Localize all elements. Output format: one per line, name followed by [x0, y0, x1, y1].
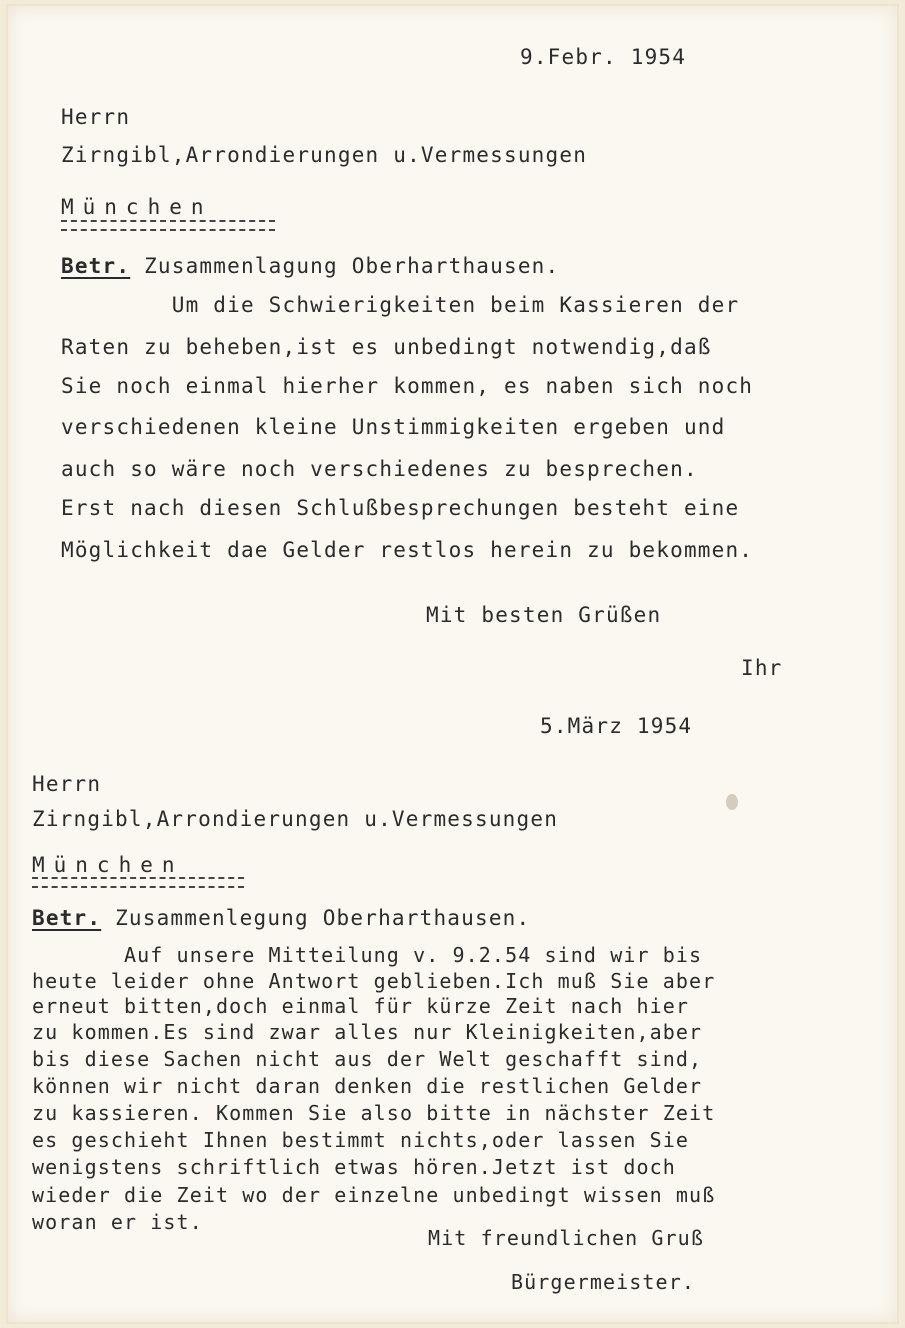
letter2-recipient: Zirngibl,Arrondierungen u.Vermessungen: [32, 807, 559, 831]
letter1-recipient: Zirngibl,Arrondierungen u.Vermessungen: [61, 143, 588, 167]
letter1-subject: [61, 253, 559, 279]
letter2-salutation: Herrn: [32, 772, 102, 796]
letter2-city-double-underline: [32, 877, 244, 888]
letter2-body-line: es geschieht Ihnen bestimmt nichts,oder lassen Sie: [32, 1128, 690, 1152]
letter1-body-line: verschiedenen kleine Unstimmigkeiten ergeben und: [61, 415, 726, 439]
letter2-body-line: zu kommen.Es sind zwar alles nur Kleinigkeiten,aber: [32, 1020, 703, 1044]
letter1-date: 9.Febr. 1954: [520, 45, 687, 69]
letter1-body-line: Möglichkeit dae Gelder restlos herein zu bekommen.: [61, 538, 754, 562]
letter1-subject-text: Zusammenlagung Oberharthausen.: [144, 254, 560, 278]
letter1-signoff: Ihr: [741, 656, 783, 680]
letter2-body-line: bis diese Sachen nicht aus der Welt geschafft sind,: [32, 1047, 703, 1071]
letter2-date: 5.März 1954: [540, 714, 693, 738]
letter2-body-line: wieder die Zeit wo der einzelne unbedingt wissen muß: [32, 1183, 716, 1207]
letter2-body-line: können wir nicht daran denken die restlichen Gelder: [32, 1074, 703, 1098]
letter1-city: München: [61, 195, 213, 219]
letter1-body-line: Erst nach diesen Schlußbesprechungen besteht eine: [61, 496, 740, 520]
letter1-body-line: Sie noch einmal hierher kommen, es naben sich noch: [61, 374, 754, 398]
ink-stain: [726, 794, 738, 810]
letter2-body-line: woran er ist.: [32, 1210, 203, 1234]
letter2-closing: Mit freundlichen Gruß: [428, 1226, 704, 1250]
letter2-subject: [32, 905, 530, 931]
letter2-signoff: Bürgermeister.: [511, 1270, 695, 1294]
letter2-subject-label: Betr.: [32, 906, 102, 930]
letter2-body-line: wenigstens schriftlich etwas hören.Jetzt ist doch: [32, 1155, 676, 1179]
letter1-closing: Mit besten Grüßen: [426, 603, 662, 627]
letter2-body-line: Auf unsere Mitteilung v. 9.2.54 sind wir bis: [32, 943, 703, 967]
letter2-city: München: [32, 853, 184, 877]
letter1-body-line: Raten zu beheben,ist es unbedingt notwendig,daß: [61, 335, 712, 359]
letter-page: [6, 4, 899, 1324]
letter2-body-line: zu kassieren. Kommen Sie also bitte in nächster Zeit: [32, 1101, 716, 1125]
letter2-body-line: heute leider ohne Antwort geblieben.Ich muß Sie aber: [32, 969, 716, 993]
letter2-body-line: erneut bitten,doch einmal für kürze Zeit nach hier: [32, 994, 690, 1018]
letter1-salutation: Herrn: [61, 105, 131, 129]
letter2-subject-text: Zusammenlegung Oberharthausen.: [115, 906, 531, 930]
letter1-subject-label: Betr.: [61, 254, 131, 278]
letter1-body-line: Um die Schwierigkeiten beim Kassieren der: [61, 293, 740, 317]
letter1-city-double-underline: [61, 220, 275, 231]
letter1-body-line: auch so wäre noch verschiedenes zu besprechen.: [61, 457, 698, 481]
